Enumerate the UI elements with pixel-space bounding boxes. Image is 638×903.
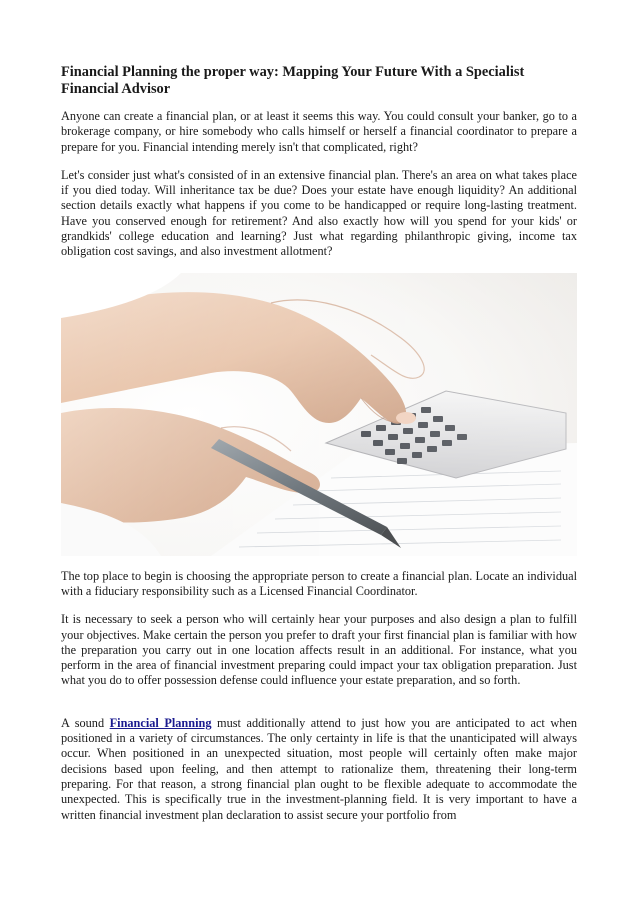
document-title: Financial Planning the proper way: Mapping Your Future With a Specialist Financial Advisor [61,64,525,97]
document-page [61,64,577,836]
paragraph-plan-contents: Let's consider just what's consisted of in an extensive financial plan. There's an area on what takes place if you died today. Will inheritance tax be due? Does your estate have enough liquidity? An additional section details exactly what happens if you come to be handicapped or require long-lasting treatment. Have you conserved enough for retirement? And also exactly how will you spend for your kids' or grandkids' college education and learning? Just what regarding philanthropic giving, income tax obligation cost savings, and also investment allotment? [61,167,577,259]
paragraph-choose-person: The top place to begin is choosing the appropriate person to create a financial plan. Locate an individual with a fiduciary responsibility such as a Licensed Financial Coordinator. [61,568,577,598]
paragraph-sound-planning [61,716,577,823]
sound-planning-body: must additionally attend to just how you are anticipated to act when positioned in a variety of circumstances. The only certainty in life is that the unanticipated will always occur. When positioned in an unexpected situation, most people will certainly often make major decisions based upon feeling, and then attempt to rationalize them, threatening their long-term preparing. For that reason, a strong financial plan ought to be flexible adequate to accommodate the unexpected. This is specifically true in the investment-planning field. It is very important to have a written financial investment plan declaration to assist secure your portfolio from [61,715,577,822]
sound-planning-prefix: A sound [61,715,110,730]
paragraph-gap [61,702,577,716]
financial-planning-link[interactable]: Financial Planning [109,715,212,730]
hands-calculator-photo [61,273,577,556]
paragraph-intro: Anyone can create a financial plan, or at least it seems this way. You could consult your banker, go to a brokerage company, or hire somebody who calls himself or herself a financial coordinator to prepare a prepare for you. Financial intending merely isn't that complicated, right? [61,109,577,154]
paragraph-seek-person: It is necessary to seek a person who will certainly hear your purposes and also design a plan to fulfill your objectives. Make certain the person you prefer to draft your first financial plan is familiar with how the preparation you carry out in one location affects result in an additional. For instance, what you perform in the area of financial investment preparing could impact your tax obligation preparation. Just what you do to offer possession defense could influence your estate preparation, and so forth. [61,612,577,688]
